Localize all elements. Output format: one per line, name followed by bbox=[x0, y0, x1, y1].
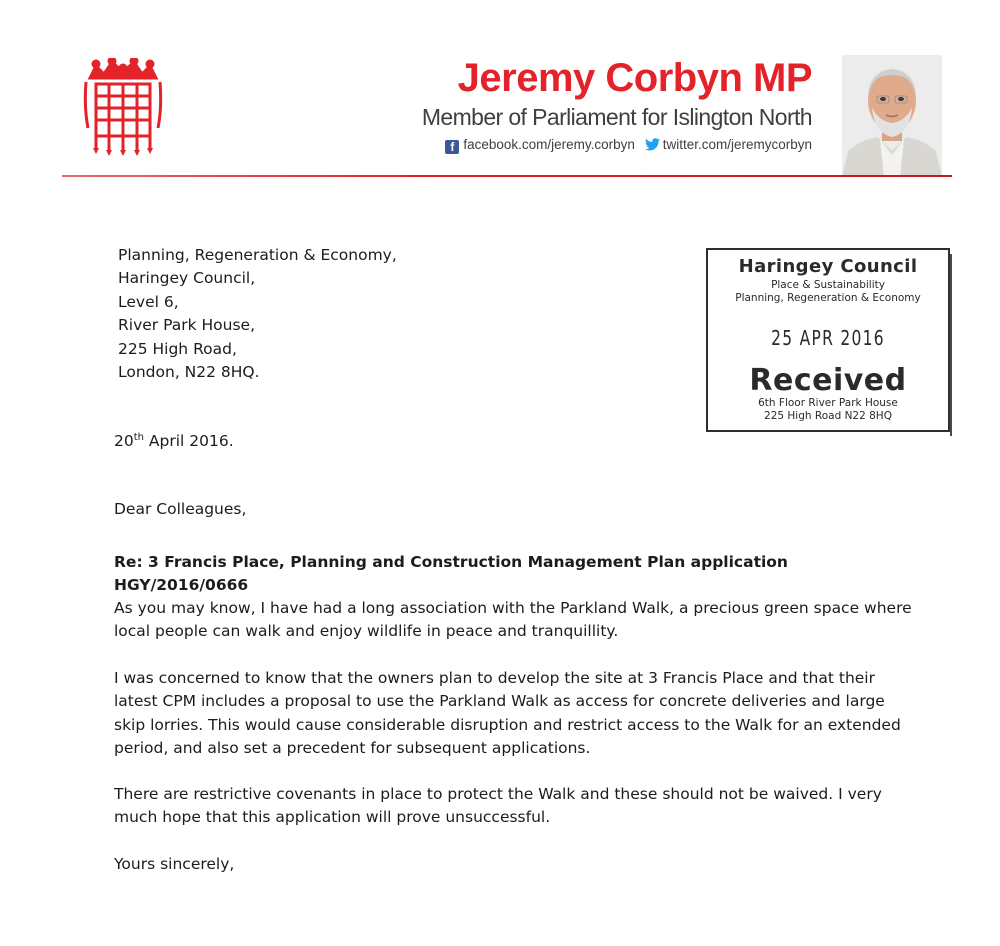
paragraph: As you may know, I have had a long association with the Parkland Walk, a precious green space where local people can walk and enjoy wildlife in peace and tranquillity. bbox=[114, 599, 912, 641]
paragraph: There are restrictive covenants in place to protect the Walk and these should not be waived. I very much hope that this application will prove unsuccessful. bbox=[114, 785, 882, 827]
mp-role: Member of Parliament for Islington North bbox=[421, 104, 812, 130]
address-line: Planning, Regeneration & Economy, bbox=[118, 246, 397, 264]
address-line: River Park House, bbox=[118, 316, 256, 335]
social-links bbox=[422, 135, 812, 157]
date-suffix: th bbox=[133, 432, 144, 443]
address-line: 225 High Road, bbox=[118, 339, 237, 358]
recipient-address bbox=[118, 244, 397, 384]
received-stamp bbox=[706, 248, 950, 432]
stamp-date: 25 APR 2016 bbox=[771, 326, 885, 350]
date-rest: April 2016. bbox=[144, 432, 234, 450]
sign-off: Yours sincerely, bbox=[114, 855, 235, 873]
header-divider bbox=[62, 175, 952, 177]
salutation: Dear Colleagues, bbox=[114, 500, 247, 518]
mp-portrait bbox=[842, 55, 942, 177]
paragraph: I was concerned to know that the owners plan to develop the site at 3 Francis Place and that their latest CPM includes a proposal to use the Parkland Walk as access for concrete deliveries and large skip lorries. This would cause considerable disruption and restrict access to the Walk for an extended period, and also set a precedent for subsequent applications. bbox=[114, 669, 901, 758]
stamp-address-line: 225 High Road N22 8HQ bbox=[764, 410, 892, 422]
stamp-department: Place & Sustainability bbox=[771, 279, 885, 291]
twitter-icon bbox=[645, 137, 660, 157]
mp-name: Jeremy Corbyn MP bbox=[457, 56, 812, 100]
stamp-address-line: 6th Floor River Park House bbox=[758, 397, 898, 409]
stamp-title: Haringey Council bbox=[738, 256, 918, 277]
portcullis-icon bbox=[82, 58, 164, 156]
stamp-division: Planning, Regeneration & Economy bbox=[735, 292, 921, 304]
stamp-received: Received bbox=[749, 363, 907, 398]
twitter-link[interactable]: twitter.com/jeremycorbyn bbox=[662, 137, 812, 152]
letter-date bbox=[114, 430, 914, 453]
facebook-link[interactable]: facebook.com/jeremy.corbyn bbox=[463, 137, 635, 152]
address-line: London, N22 8HQ. bbox=[118, 363, 260, 382]
address-line: Level 6, bbox=[118, 292, 179, 311]
letterhead bbox=[422, 56, 812, 157]
facebook-icon: f bbox=[445, 140, 459, 154]
date-day: 20 bbox=[114, 432, 134, 450]
subject-line: Re: 3 Francis Place, Planning and Construction Management Plan application HGY/2016/0666 bbox=[114, 553, 788, 595]
address-line: Haringey Council, bbox=[118, 269, 256, 288]
